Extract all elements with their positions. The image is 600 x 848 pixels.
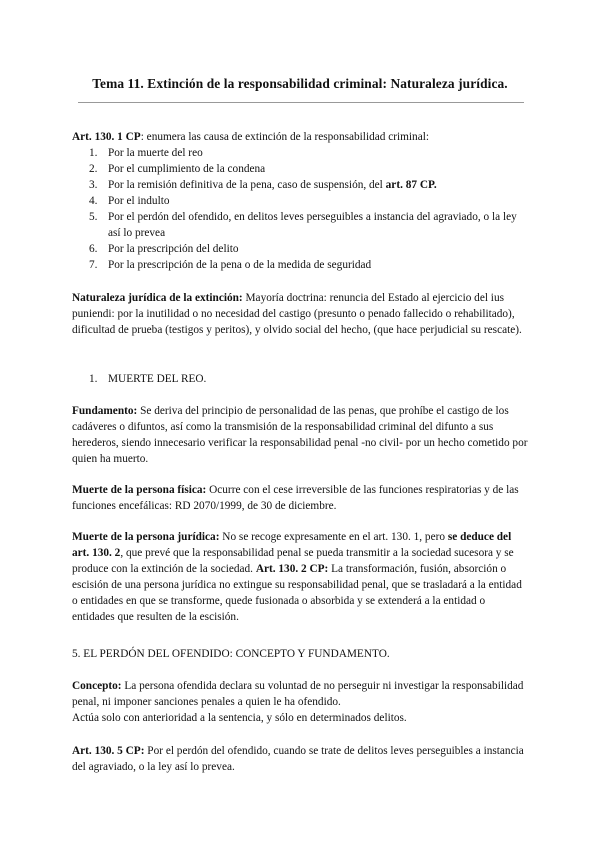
juridica-label: Muerte de la persona jurídica: [72, 531, 220, 543]
list-item: 6. Por la prescripción del delito [89, 243, 239, 255]
causes-list [72, 145, 530, 273]
list-item: 3. Por la remisión definitiva de la pena, caso de suspensión, del art. 87 CP. [89, 179, 437, 191]
naturaleza-paragraph [72, 290, 530, 338]
fisica-text: Ocurre con el cese irreversible de las funciones respiratorias y de las funciones encefálicas: RD 2070/1999, de 30 de diciembre. [72, 484, 519, 512]
art-130-1-text: : enumera las causa de extinción de la responsabilidad criminal: [140, 131, 429, 143]
list-item: 1. Por la muerte del reo [89, 147, 203, 159]
fundamento-paragraph [72, 403, 530, 467]
list-item: 5. Por el perdón del ofendido, en delitos leves perseguibles a instancia del agraviado, o la ley así lo prevea [89, 211, 517, 239]
naturaleza-text: Mayoría doctrina: renuncia del Estado al ejercicio del ius puniendi: por la inutilidad o no necesidad del castigo (presunto o penado fallecido o rehabilitado), dificultad de prueba (testigos y peritos), y olvido social del hecho, (que hace perjudicial su rescate). [72, 292, 522, 336]
page-title: Tema 11. Extinción de la responsabilidad criminal: Naturaleza jurídica. [92, 76, 508, 91]
title-divider [78, 102, 524, 103]
art-130-1-label: Art. 130. 1 CP [72, 131, 141, 143]
art-130-5-text: Por el perdón del ofendido, cuando se trate de delitos leves perseguibles a instancia del agraviado, o la ley así lo prevea. [72, 745, 524, 773]
juridica-paragraph: Muerte de la persona jurídica: No se recoge expresamente en el art. 130. 1, pero se deduce del art. 130. 2, que prevé que la responsabilidad penal se pueda transmitir a la sociedad sucesora y se produce con la extinción de la sociedad. Art. 130. 2 CP: La transformación, fusión, absorción o escisión de una persona jurídica no extingue su responsabilidad penal, que se trasladará a la entidad o entidades en que se transforme, quede fusionada o absorbida y se extenderá a la entidad o entidades que resulten de la escisión. [72, 531, 522, 623]
art-130-5-label: Art. 130. 5 CP: [72, 745, 145, 757]
fundamento-text: Se deriva del principio de personalidad de las penas, que prohíbe el castigo de los cadáveres o difuntos, así como la transmisión de la responsabilidad criminal del difunto a sus herederos, siendo innecesario verificar la responsabilidad penal -no civil- por un hecho cometido por quien ha muerto. [72, 405, 528, 465]
list-item: 7. Por la prescripción de la pena o de la medida de seguridad [89, 259, 372, 271]
section-1-heading [72, 371, 530, 387]
concepto-text-2: Actúa solo con anterioridad a la sentencia, y sólo en determinados delitos. [72, 712, 407, 724]
concepto-label: Concepto: [72, 680, 122, 692]
section-5-heading: 5. EL PERDÓN DEL OFENDIDO: CONCEPTO Y FUNDAMENTO. [72, 648, 390, 660]
list-item: 1. MUERTE DEL REO. [89, 373, 207, 385]
naturaleza-label: Naturaleza jurídica de la extinción: [72, 292, 243, 304]
concepto-paragraph [72, 678, 530, 726]
fisica-paragraph [72, 482, 530, 514]
art-130-1-paragraph [72, 129, 530, 145]
concepto-text: La persona ofendida declara su voluntad de no perseguir ni investigar la responsabilidad penal, ni imponer sanciones penales a quien le ha ofendido. [72, 680, 524, 708]
fisica-label: Muerte de la persona física: [72, 484, 207, 496]
fundamento-label: Fundamento: [72, 405, 138, 417]
list-item: 4. Por el indulto [89, 195, 170, 207]
list-item: 2. Por el cumplimiento de la condena [89, 163, 266, 175]
art-130-5-paragraph [72, 743, 530, 775]
